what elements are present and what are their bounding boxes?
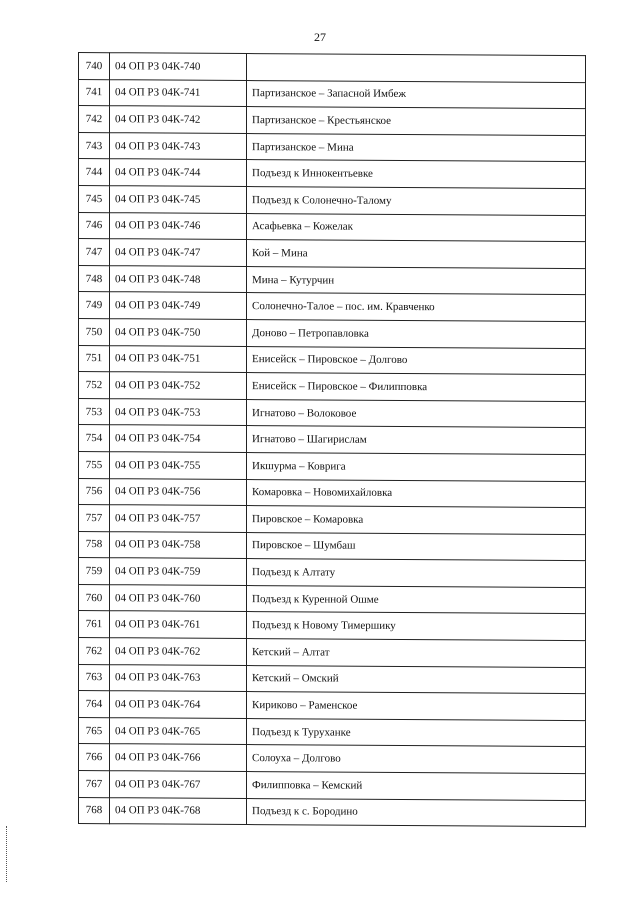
road-code-cell: 04 ОП РЗ 04К-746 <box>110 212 247 239</box>
table-row <box>79 318 586 348</box>
row-number-cell: 747 <box>79 239 110 266</box>
row-number-cell: 741 <box>79 79 110 106</box>
table-row <box>79 212 586 242</box>
road-code-cell: 04 ОП РЗ 04К-742 <box>110 106 247 133</box>
margin-mark <box>6 826 10 882</box>
table-row <box>79 717 586 747</box>
road-name-cell: Енисейск – Пировское – Филипповка <box>247 373 586 402</box>
road-name-cell: Икшурма – Коврига <box>247 452 586 481</box>
road-name-cell: Игнатово – Волоковое <box>247 399 586 428</box>
road-code-cell: 04 ОП РЗ 04К-753 <box>110 398 247 425</box>
row-number-cell: 744 <box>79 159 110 186</box>
road-name-cell <box>247 54 586 83</box>
row-number-cell: 746 <box>79 212 110 239</box>
row-number-cell: 754 <box>79 425 110 452</box>
road-code-cell: 04 ОП РЗ 04К-749 <box>110 292 247 319</box>
row-number-cell: 740 <box>79 53 110 80</box>
road-name-cell: Кой – Мина <box>247 240 586 269</box>
table-row <box>79 558 586 588</box>
road-code-cell: 04 ОП РЗ 04К-765 <box>110 718 247 745</box>
table-row <box>79 265 586 295</box>
road-code-cell: 04 ОП РЗ 04К-747 <box>110 239 247 266</box>
table-body <box>79 53 586 827</box>
table-row <box>79 744 586 774</box>
row-number-cell: 749 <box>79 292 110 319</box>
road-name-cell: Комаровка – Новомихайловка <box>247 479 586 508</box>
table-row <box>79 345 586 375</box>
row-number-cell: 756 <box>79 478 110 505</box>
table-row <box>79 638 586 668</box>
road-code-cell: 04 ОП РЗ 04К-752 <box>110 372 247 399</box>
road-name-cell: Подъезд к Солонечно-Талому <box>247 186 586 215</box>
row-number-cell: 757 <box>79 505 110 532</box>
road-code-cell: 04 ОП РЗ 04К-745 <box>110 186 247 213</box>
table-row <box>79 132 586 162</box>
road-code-cell: 04 ОП РЗ 04К-754 <box>110 425 247 452</box>
road-code-cell: 04 ОП РЗ 04К-748 <box>110 265 247 292</box>
row-number-cell: 760 <box>79 584 110 611</box>
row-number-cell: 758 <box>79 531 110 558</box>
table-row <box>79 425 586 455</box>
page-number: 27 <box>314 30 326 44</box>
table-row <box>79 797 586 827</box>
road-name-cell: Партизанское – Крестьянское <box>247 107 586 136</box>
table-row <box>79 106 586 136</box>
table-row <box>79 398 586 428</box>
row-number-cell: 743 <box>79 132 110 159</box>
road-code-cell: 04 ОП РЗ 04К-744 <box>110 159 247 186</box>
row-number-cell: 752 <box>79 372 110 399</box>
table-row <box>79 239 586 269</box>
road-name-cell: Кириково – Раменское <box>247 692 586 721</box>
road-code-cell: 04 ОП РЗ 04К-764 <box>110 691 247 718</box>
road-name-cell: Подъезд к Иннокентьевке <box>247 160 586 189</box>
road-name-cell: Партизанское – Мина <box>247 133 586 162</box>
road-name-cell: Кетский – Омский <box>247 665 586 694</box>
road-name-cell: Мина – Кутурчин <box>247 266 586 295</box>
row-number-cell: 745 <box>79 185 110 212</box>
road-code-cell: 04 ОП РЗ 04К-741 <box>110 79 247 106</box>
roads-table <box>78 52 586 827</box>
road-name-cell: Подъезд к Туруханке <box>247 718 586 747</box>
road-code-cell: 04 ОП РЗ 04К-760 <box>110 585 247 612</box>
road-name-cell: Подъезд к с. Бородино <box>247 798 586 827</box>
road-code-cell: 04 ОП РЗ 04К-757 <box>110 505 247 532</box>
table-row <box>79 691 586 721</box>
table-row <box>79 185 586 215</box>
road-name-cell: Пировское – Шумбаш <box>247 532 586 561</box>
road-code-cell: 04 ОП РЗ 04К-743 <box>110 132 247 159</box>
table-row <box>79 664 586 694</box>
row-number-cell: 755 <box>79 451 110 478</box>
road-code-cell: 04 ОП РЗ 04К-768 <box>110 797 247 824</box>
road-name-cell: Доново – Петропавловка <box>247 319 586 348</box>
road-name-cell: Подъезд к Алтату <box>247 559 586 588</box>
road-name-cell: Филипповка – Кемский <box>247 772 586 801</box>
road-name-cell: Енисейск – Пировское – Долгово <box>247 346 586 375</box>
road-name-cell: Солоуха – Долгово <box>247 745 586 774</box>
table-row <box>79 771 586 801</box>
table-row <box>79 53 586 83</box>
road-name-cell: Асафьевка – Кожелак <box>247 213 586 242</box>
road-name-cell: Подъезд к Новому Тимершику <box>247 612 586 641</box>
road-code-cell: 04 ОП РЗ 04К-758 <box>110 531 247 558</box>
road-code-cell: 04 ОП РЗ 04К-755 <box>110 452 247 479</box>
row-number-cell: 742 <box>79 106 110 133</box>
road-name-cell: Пировское – Комаровка <box>247 506 586 535</box>
row-number-cell: 768 <box>79 797 110 824</box>
row-number-cell: 767 <box>79 771 110 798</box>
road-code-cell: 04 ОП РЗ 04К-766 <box>110 744 247 771</box>
road-code-cell: 04 ОП РЗ 04К-763 <box>110 664 247 691</box>
road-name-cell: Партизанское – Запасной Имбеж <box>247 80 586 109</box>
row-number-cell: 763 <box>79 664 110 691</box>
row-number-cell: 761 <box>79 611 110 638</box>
road-code-cell: 04 ОП РЗ 04К-750 <box>110 319 247 346</box>
row-number-cell: 766 <box>79 744 110 771</box>
table-row <box>79 584 586 614</box>
road-name-cell: Подъезд к Куренной Ошме <box>247 585 586 614</box>
row-number-cell: 753 <box>79 398 110 425</box>
road-code-cell: 04 ОП РЗ 04К-762 <box>110 638 247 665</box>
row-number-cell: 759 <box>79 558 110 585</box>
table-row <box>79 611 586 641</box>
row-number-cell: 751 <box>79 345 110 372</box>
row-number-cell: 750 <box>79 318 110 345</box>
row-number-cell: 748 <box>79 265 110 292</box>
table-row <box>79 159 586 189</box>
row-number-cell: 762 <box>79 638 110 665</box>
road-code-cell: 04 ОП РЗ 04К-761 <box>110 611 247 638</box>
table-row <box>79 79 586 109</box>
road-name-cell: Солонечно-Талое – пос. им. Кравченко <box>247 293 586 322</box>
road-name-cell: Игнатово – Шагирислам <box>247 426 586 455</box>
table-row <box>79 292 586 322</box>
row-number-cell: 765 <box>79 717 110 744</box>
table-row <box>79 531 586 561</box>
road-code-cell: 04 ОП РЗ 04К-740 <box>110 53 247 80</box>
road-code-cell: 04 ОП РЗ 04К-756 <box>110 478 247 505</box>
row-number-cell: 764 <box>79 691 110 718</box>
table-row <box>79 505 586 535</box>
table-row <box>79 478 586 508</box>
table-row <box>79 372 586 402</box>
road-code-cell: 04 ОП РЗ 04К-759 <box>110 558 247 585</box>
table-row <box>79 451 586 481</box>
road-name-cell: Кетский – Алтат <box>247 639 586 668</box>
road-code-cell: 04 ОП РЗ 04К-751 <box>110 345 247 372</box>
road-code-cell: 04 ОП РЗ 04К-767 <box>110 771 247 798</box>
